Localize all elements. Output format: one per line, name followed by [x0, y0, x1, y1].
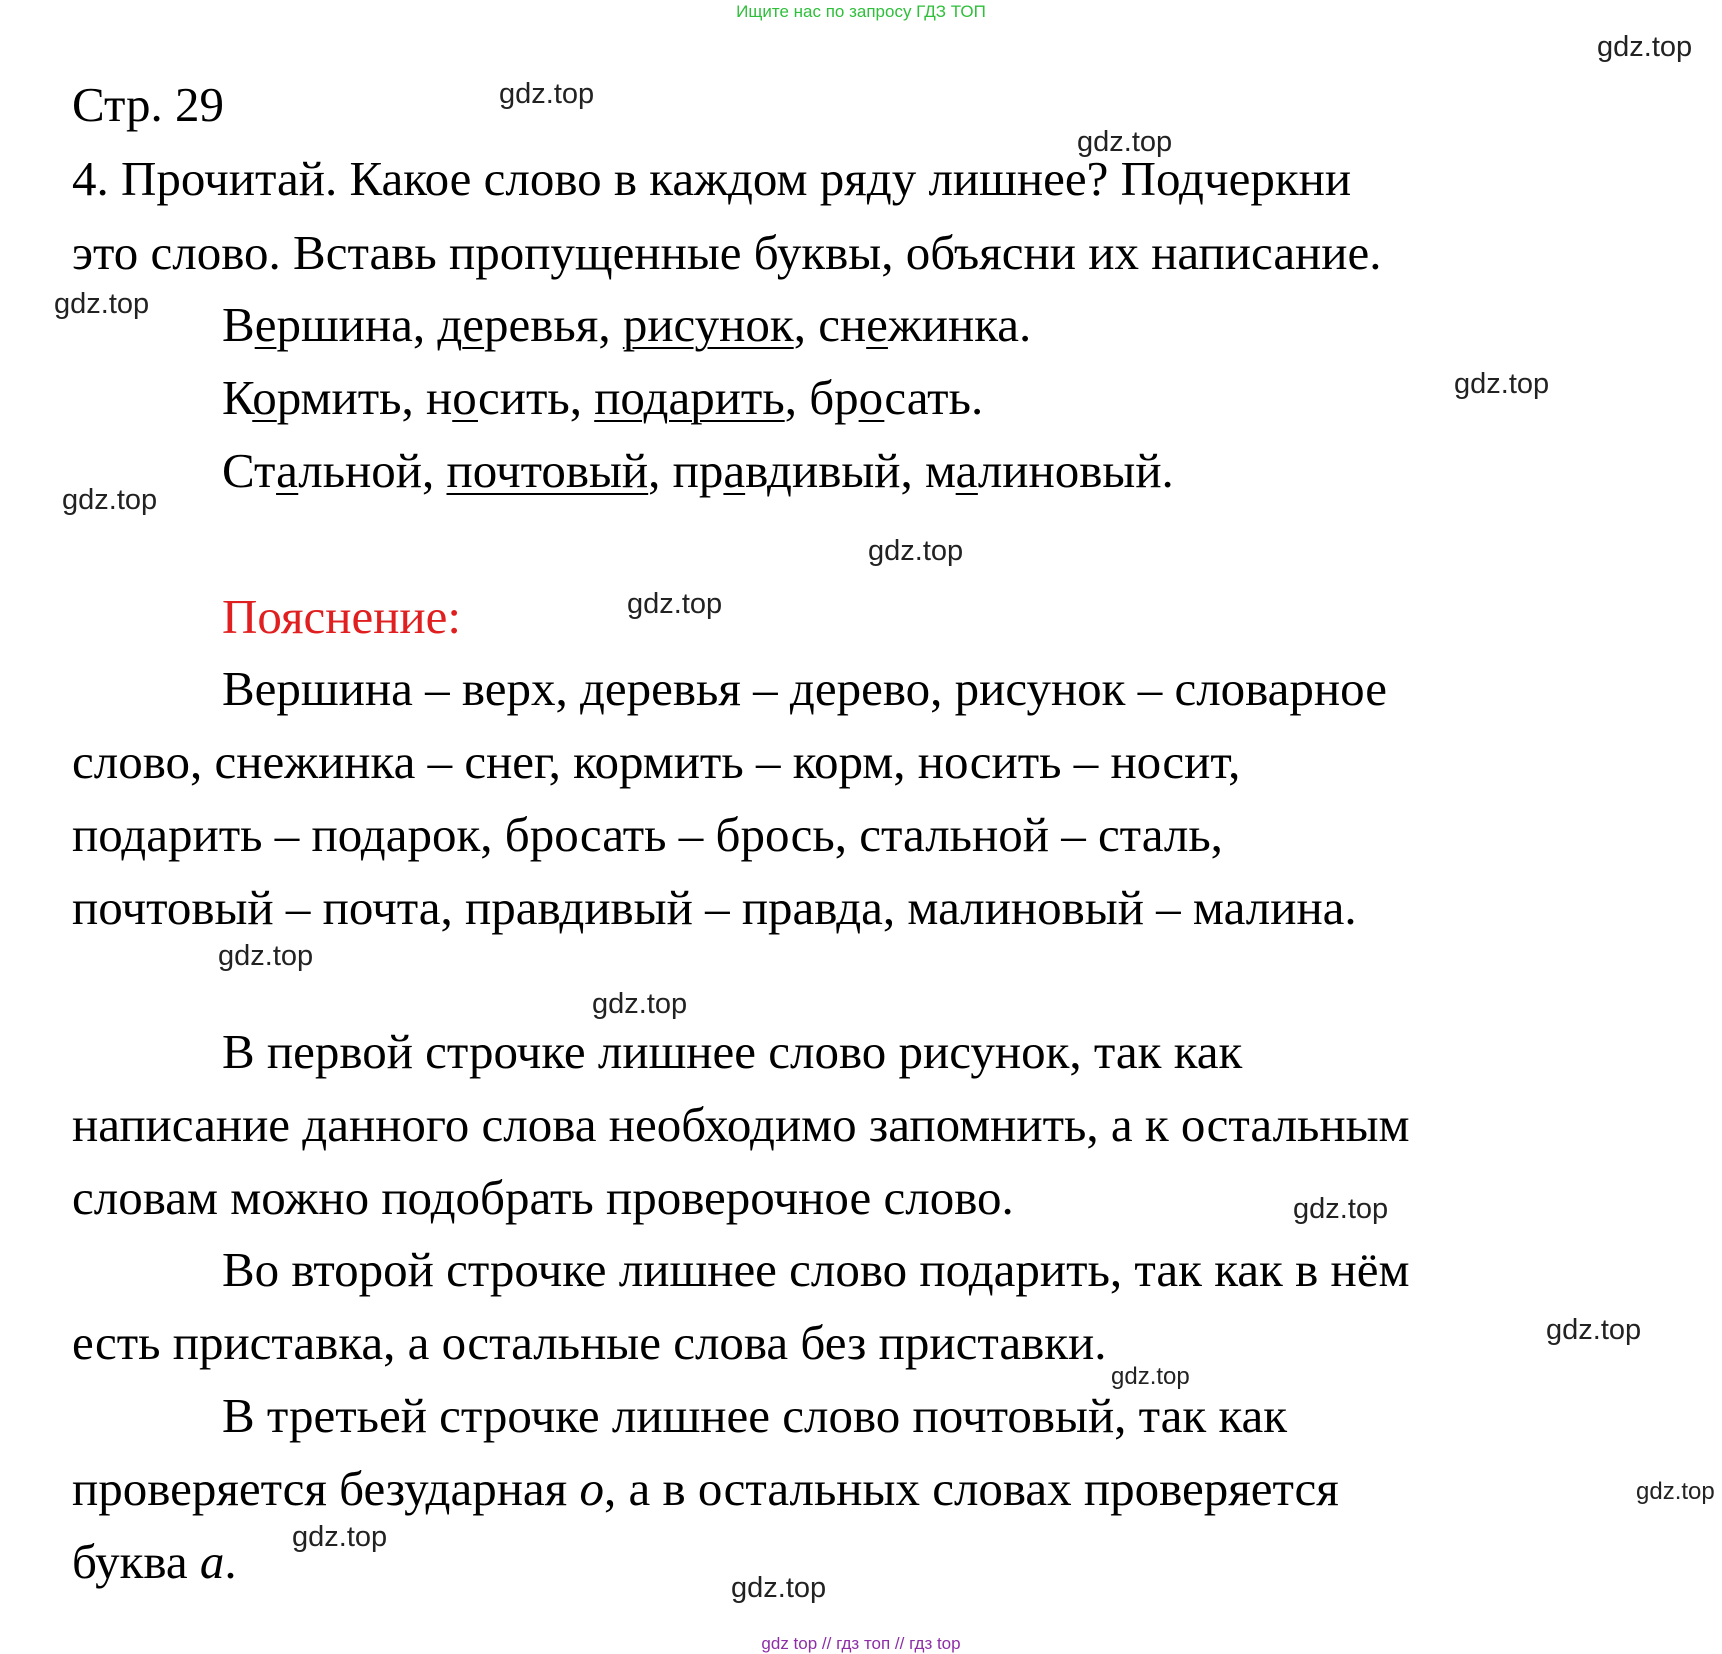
watermark: gdz.top [1111, 1363, 1190, 1390]
conclusion-3-text: буква [72, 1534, 200, 1589]
watermark: gdz.top [218, 940, 314, 972]
row-text: , бр [784, 370, 859, 425]
conclusion-1-line-2: написание данного слова необходимо запомнить, а к остальным [72, 1097, 1410, 1152]
underlined-fragment: е [462, 297, 485, 352]
word-row-3 [222, 443, 1174, 498]
underlined-fragment: а [955, 443, 978, 498]
underlined-fragment: а [276, 443, 299, 498]
letter-a: а [199, 1534, 225, 1589]
watermark: gdz.top [1293, 1193, 1389, 1225]
conclusion-2-line-2: есть приставка, а остальные слова без приставки. [72, 1315, 1107, 1370]
row-text: вдивый, м [745, 443, 956, 498]
watermark: gdz.top [1077, 126, 1173, 158]
underlined-fragment: а [723, 443, 746, 498]
explanation-line-4: почтовый – почта, правдивый – правда, малиновый – малина. [72, 880, 1357, 935]
conclusion-1-line-3: словам можно подобрать проверочное слово. [72, 1170, 1014, 1225]
row-text: , сн [793, 297, 867, 352]
page-reference: Стр. 29 [72, 77, 225, 132]
row-text: рмить, н [276, 370, 453, 425]
word-row-1 [222, 297, 1032, 352]
search-hint: Ищите нас по запросу ГДЗ ТОП [736, 2, 986, 21]
watermark: gdz.top [731, 1572, 827, 1604]
watermark: gdz.top [627, 588, 723, 620]
underlined-fragment: подарить [594, 370, 785, 425]
underlined-fragment: е [254, 297, 277, 352]
conclusion-3-line-2 [72, 1461, 1339, 1516]
row-text: К [222, 370, 253, 425]
watermark: gdz.top [1454, 368, 1550, 400]
watermark: gdz.top [62, 484, 158, 516]
conclusion-3-line-1: В третьей строчке лишнее слово почтовый, так как [222, 1388, 1288, 1443]
row-text: льной, [298, 443, 447, 498]
conclusion-3-text: , а в остальных словах проверяется [603, 1461, 1339, 1516]
row-text: Ст [222, 443, 277, 498]
underlined-fragment: рисунок [622, 297, 794, 352]
watermark: gdz.top [868, 535, 964, 567]
row-text: В [222, 297, 255, 352]
row-text: , пр [648, 443, 724, 498]
unstressed-vowel-o: о [579, 1461, 604, 1516]
task-line-1: 4. Прочитай. Какое слово в каждом ряду лишнее? Подчеркни [72, 151, 1352, 206]
explanation-heading: Пояснение: [222, 589, 462, 644]
conclusion-1-line-1: В первой строчке лишнее слово рисунок, так как [222, 1024, 1243, 1079]
explanation-line-1: Вершина – верх, деревья – дерево, рисунок – словарное [222, 661, 1387, 716]
row-text: ревья, [484, 297, 623, 352]
watermark: gdz.top [1546, 1314, 1642, 1346]
explanation-line-3: подарить – подарок, бросать – брось, стальной – сталь, [72, 807, 1223, 862]
conclusion-3-line-3 [72, 1534, 237, 1589]
conclusion-3-text: проверяется безударная [72, 1461, 580, 1516]
footer-watermark: gdz top // гдз топ // гдз top [761, 1634, 961, 1653]
row-text: сить, [477, 370, 595, 425]
task-line-2: это слово. Вставь пропущенные буквы, объясни их написание. [72, 225, 1382, 280]
row-text: жинка. [887, 297, 1032, 352]
row-text: линовый. [977, 443, 1174, 498]
watermark: gdz.top [54, 288, 150, 320]
underlined-fragment: о [858, 370, 885, 425]
watermark: gdz.top [1597, 31, 1693, 63]
word-row-2 [222, 370, 984, 425]
underlined-fragment: о [452, 370, 478, 425]
conclusion-3-text: . [224, 1534, 237, 1589]
underlined-fragment: е [866, 297, 888, 352]
watermark: gdz.top [592, 988, 688, 1020]
underlined-fragment: почтовый [446, 443, 649, 498]
watermark: gdz.top [292, 1521, 388, 1553]
watermark: gdz.top [1636, 1478, 1715, 1505]
underlined-fragment: о [252, 370, 277, 425]
row-text: сать. [884, 370, 984, 425]
watermark: gdz.top [499, 78, 595, 110]
row-text: ршина, д [276, 297, 463, 352]
explanation-line-2: слово, снежинка – снег, кормить – корм, носить – носит, [72, 734, 1241, 789]
conclusion-2-line-1: Во второй строчке лишнее слово подарить, так как в нём [222, 1242, 1410, 1297]
